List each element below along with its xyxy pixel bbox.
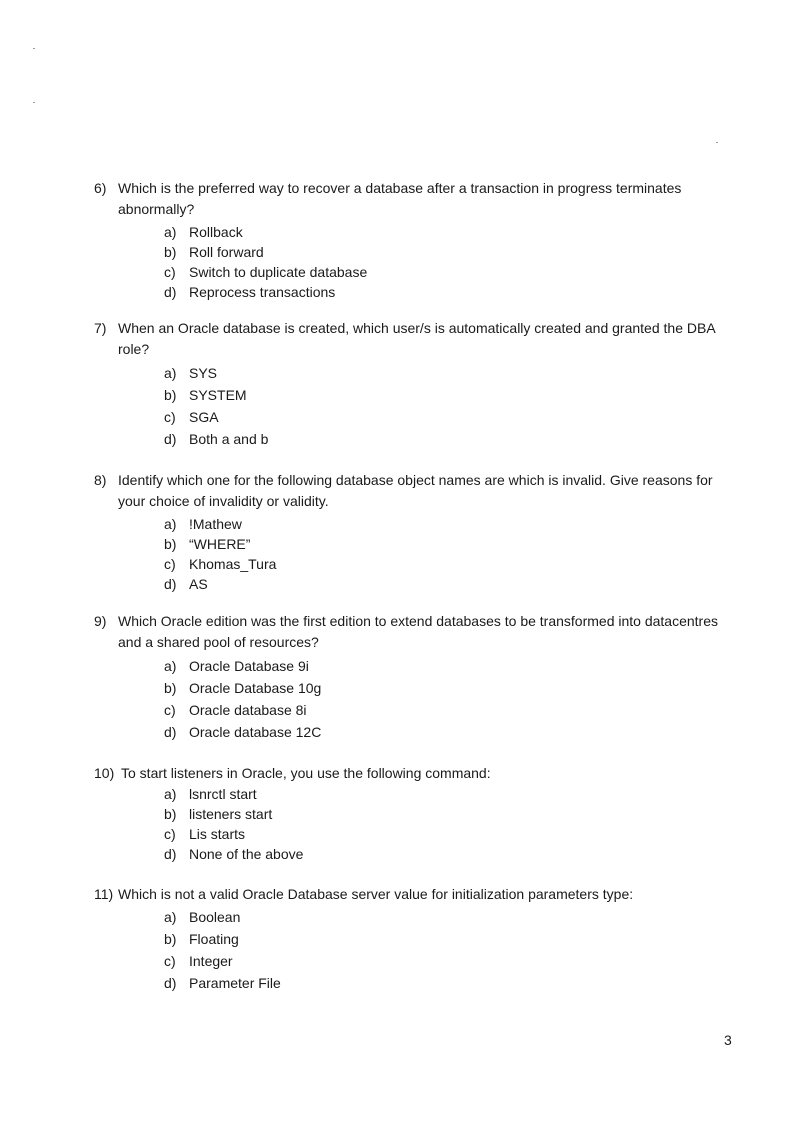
answer-option	[164, 282, 734, 302]
question-text: Which Oracle edition was the first edition to extend databases to be transformed into datacentres and a shared pool of resources?	[118, 613, 718, 650]
option-letter: b)	[164, 244, 177, 260]
option-letter: c)	[164, 556, 176, 572]
option-text: SGA	[189, 409, 219, 425]
scan-speck	[33, 48, 35, 49]
answer-option	[164, 242, 734, 262]
answer-options	[164, 906, 734, 994]
option-text: “WHERE”	[189, 536, 251, 552]
question-number: 8)	[94, 472, 107, 488]
answer-option	[164, 534, 734, 554]
option-text: Reprocess transactions	[189, 284, 336, 300]
answer-option	[164, 677, 734, 699]
answer-option	[164, 574, 734, 594]
question-7	[94, 318, 734, 450]
answer-option	[164, 721, 734, 743]
option-text: Lis starts	[189, 826, 246, 842]
option-letter: a)	[164, 909, 177, 925]
option-text: Oracle Database 9i	[189, 658, 309, 674]
option-text: Oracle database 8i	[189, 702, 307, 718]
option-text: SYSTEM	[189, 387, 247, 403]
scan-speck	[33, 102, 35, 103]
answer-option	[164, 428, 734, 450]
option-text: Oracle Database 10g	[189, 680, 322, 696]
answer-option	[164, 950, 734, 972]
question-text: Identify which one for the following database object names are which is invalid. Give reasons for your choice of invalidity or validity.	[118, 472, 713, 509]
question-number: 7)	[94, 320, 107, 336]
answer-options	[164, 655, 734, 743]
question-stem	[94, 884, 734, 905]
question-11	[94, 884, 734, 994]
option-letter: b)	[164, 536, 177, 552]
option-letter: a)	[164, 658, 177, 674]
question-stem	[94, 763, 734, 784]
question-text: Which is the preferred way to recover a database after a transaction in progress terminates abnormally?	[118, 180, 682, 217]
question-6	[94, 178, 734, 302]
answer-option	[164, 514, 734, 534]
question-number: 6)	[94, 180, 107, 196]
option-text: Roll forward	[189, 244, 264, 260]
option-letter: d)	[164, 724, 177, 740]
option-letter: b)	[164, 680, 177, 696]
answer-option	[164, 824, 734, 844]
answer-option	[164, 222, 734, 242]
option-letter: a)	[164, 786, 177, 802]
option-text: SYS	[189, 365, 218, 381]
option-letter: c)	[164, 826, 176, 842]
question-text: Which is not a valid Oracle Database server value for initialization parameters type:	[118, 886, 634, 902]
option-text: Parameter File	[189, 975, 281, 991]
question-8	[94, 470, 734, 594]
question-stem	[94, 178, 734, 220]
answer-option	[164, 906, 734, 928]
answer-option	[164, 699, 734, 721]
question-number: 11)	[94, 886, 114, 902]
option-text: Both a and b	[189, 431, 269, 447]
option-text: Switch to duplicate database	[189, 264, 368, 280]
option-text: !Mathew	[189, 516, 242, 532]
option-letter: a)	[164, 365, 177, 381]
option-letter: b)	[164, 387, 177, 403]
option-text: AS	[189, 576, 208, 592]
answer-option	[164, 972, 734, 994]
answer-options	[164, 222, 734, 302]
answer-option	[164, 844, 734, 864]
question-10	[94, 763, 734, 864]
option-text: Oracle database 12C	[189, 724, 322, 740]
option-letter: d)	[164, 576, 177, 592]
question-number: 10)	[94, 765, 115, 781]
question-text: To start listeners in Oracle, you use the following command:	[121, 765, 491, 781]
scan-speck	[716, 142, 718, 143]
option-letter: b)	[164, 931, 177, 947]
question-9	[94, 611, 734, 743]
option-letter: c)	[164, 702, 176, 718]
answer-options	[164, 784, 734, 864]
answer-option	[164, 362, 734, 384]
option-text: None of the above	[189, 846, 304, 862]
option-text: Boolean	[189, 909, 241, 925]
option-text: Rollback	[189, 224, 243, 240]
option-letter: d)	[164, 431, 177, 447]
option-letter: a)	[164, 224, 177, 240]
option-letter: a)	[164, 516, 177, 532]
answer-option	[164, 804, 734, 824]
question-text: When an Oracle database is created, which user/s is automatically created and granted the DBA role?	[118, 320, 715, 357]
option-letter: d)	[164, 284, 177, 300]
option-text: Integer	[189, 953, 233, 969]
option-letter: c)	[164, 409, 176, 425]
question-stem	[94, 470, 734, 512]
option-letter: d)	[164, 846, 177, 862]
answer-options	[164, 514, 734, 594]
option-letter: c)	[164, 264, 176, 280]
option-text: listeners start	[189, 806, 273, 822]
answer-options	[164, 362, 734, 450]
answer-option	[164, 406, 734, 428]
answer-option	[164, 928, 734, 950]
option-letter: d)	[164, 975, 177, 991]
answer-option	[164, 655, 734, 677]
option-letter: b)	[164, 806, 177, 822]
option-text: lsnrctl start	[189, 786, 257, 802]
option-letter: c)	[164, 953, 176, 969]
question-stem	[94, 318, 734, 360]
answer-option	[164, 554, 734, 574]
option-text: Khomas_Tura	[189, 556, 277, 572]
option-text: Floating	[189, 931, 239, 947]
answer-option	[164, 262, 734, 282]
answer-option	[164, 384, 734, 406]
question-number: 9)	[94, 613, 107, 629]
question-stem	[94, 611, 734, 653]
answer-option	[164, 784, 734, 804]
page-number: 3	[724, 1032, 732, 1048]
